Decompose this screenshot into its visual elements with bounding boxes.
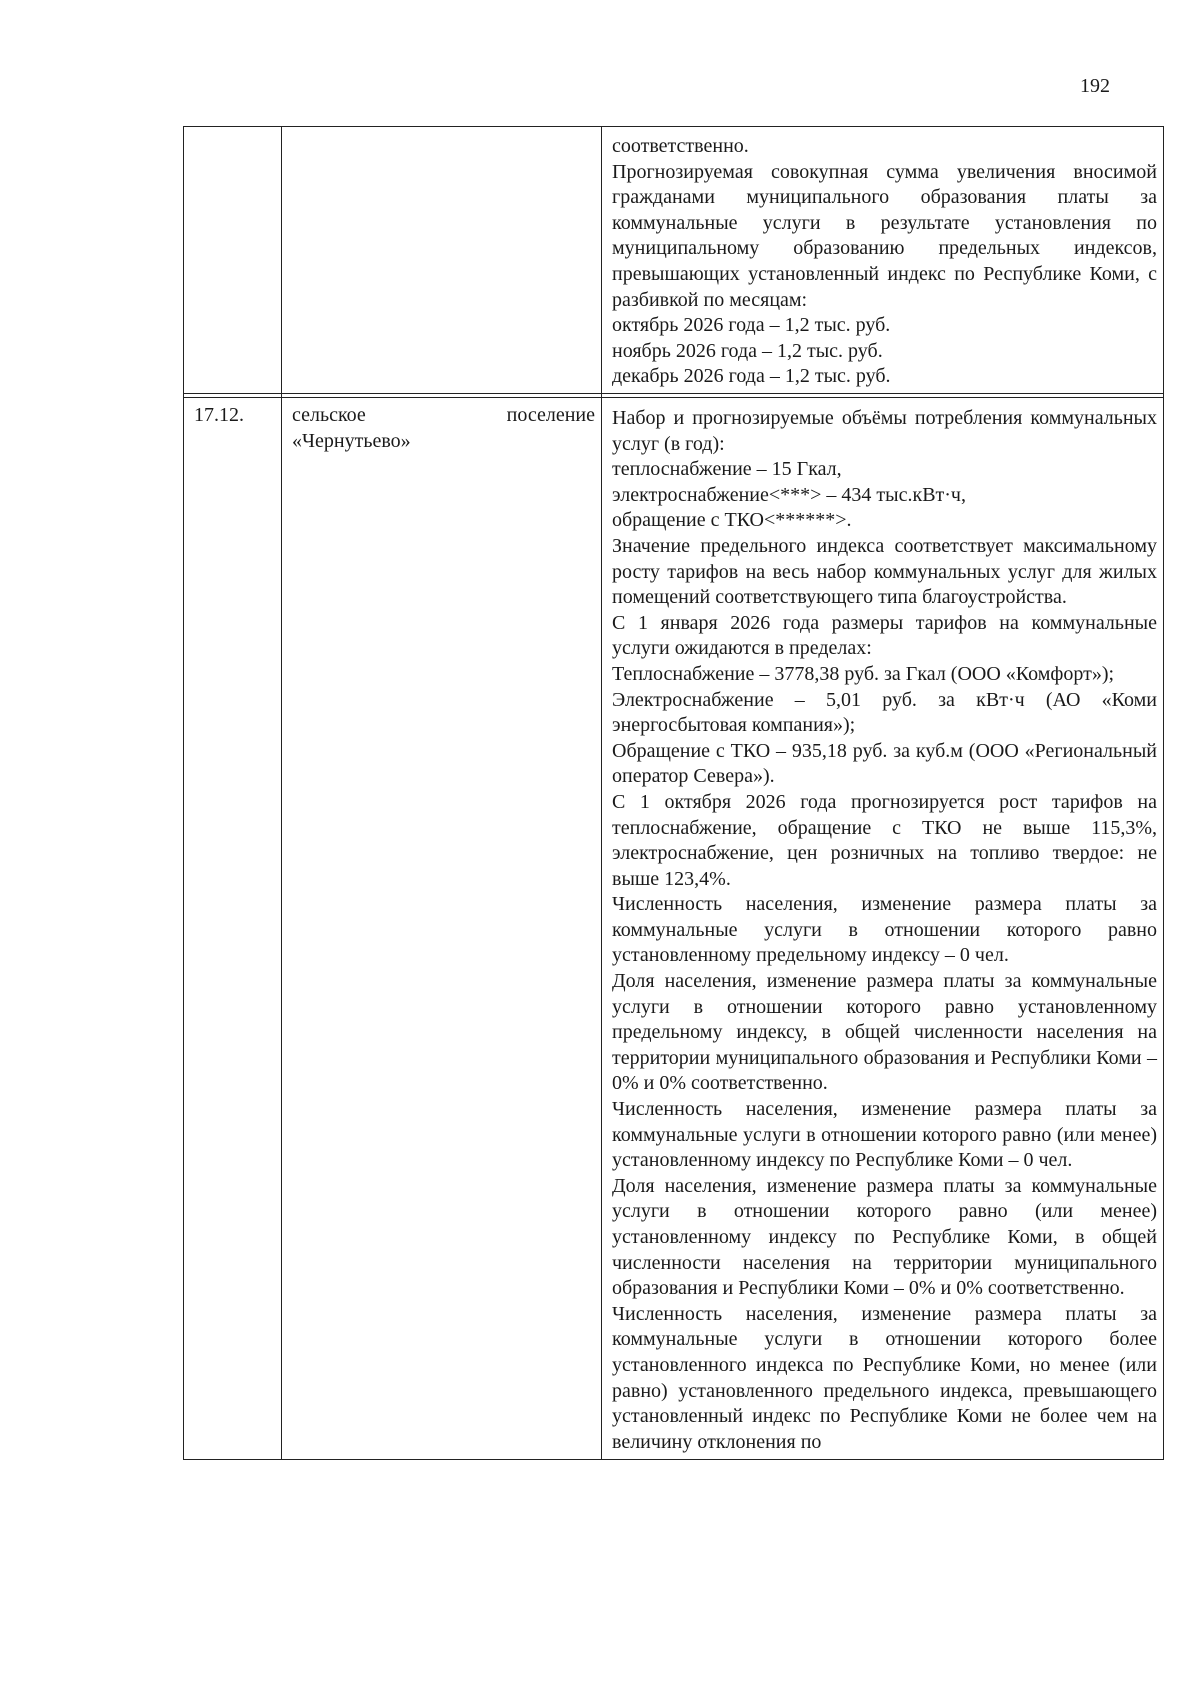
paragraph: соответственно. [612,135,749,157]
paragraph: С 1 января 2026 года размеры тарифов на коммунальные услуги ожидаются в пределах: [612,611,1157,660]
municipality-cell [282,127,602,394]
paragraph: Значение предельного индекса соответствует максимальному росту тарифов на весь набор коммунальных услуг для жилых помещений соответствующего типа благоустройства. [612,534,1157,609]
paragraph: Набор и прогнозируемые объёмы потребления коммунальных услуг (в год): [612,407,1157,455]
paragraph: Численность населения, изменение размера платы за коммунальные услуги в отношении которого более установленного индекса по Республике Коми, но менее (или равно) установленного предельного индекса, превышающего установленный индекс по Республике Коми не более чем на величину отклонения по [612,1302,1157,1453]
paragraph: октябрь 2026 года – 1,2 тыс. руб. [612,314,891,337]
municipality-type [292,403,595,429]
paragraph: теплоснабжение – 15 Гкал, [612,458,842,481]
paragraph: Электроснабжение – 5,01 руб. за кВт·ч (АО «Коми энергосбытовая компания»); [612,688,1157,737]
description-cell [602,127,1164,394]
municipality-name: «Чернутьево» [292,429,411,452]
row-number-cell [184,398,282,1460]
paragraph: электроснабжение<***> – 434 тыс.кВт·ч, [612,483,966,506]
municipality-type-word: сельское [292,404,366,426]
paragraph: ноябрь 2026 года – 1,2 тыс. руб. [612,339,883,362]
paragraph: декабрь 2026 года – 1,2 тыс. руб. [612,365,891,388]
paragraph: Прогнозируемая совокупная сумма увеличения вносимой гражданами муниципального образования платы за коммунальные услуги в результате установления по муниципальному образованию предельных индексов, превышающих установленный индекс по Республике Коми, с разбивкой по месяцам: [612,160,1157,311]
table-row [184,398,1164,1460]
table-row [184,127,1164,394]
municipality-cell [282,398,602,1460]
municipality-type-word: поселение [506,404,595,426]
paragraph: обращение с ТКО<******>. [612,509,852,532]
paragraph: Доля населения, изменение размера платы за коммунальные услуги в отношении которого равно установленному предельному индексу, в общей численности населения на территории муниципального образования и Республики Коми – 0% и 0% соответственно. [612,970,1157,1095]
paragraph: Обращение с ТКО – 935,18 руб. за куб.м (ООО «Региональный оператор Севера»). [612,739,1157,788]
page-number: 192 [1080,75,1110,97]
description-cell [602,398,1164,1460]
paragraph: Доля населения, изменение размера платы за коммунальные услуги в отношении которого равно (или менее) установленному индексу по Республике Коми, в общей численности населения на территории муниципального образования и Республики Коми – 0% и 0% соответственно. [612,1174,1157,1300]
row-number: 17.12. [194,404,244,426]
row-number-cell [184,127,282,394]
paragraph: Численность населения, изменение размера платы за коммунальные услуги в отношении которого равно (или менее) установленному индексу по Республике Коми – 0 чел. [612,1098,1157,1172]
paragraph: Численность населения, изменение размера платы за коммунальные услуги в отношении которого равно установленному предельному индексу – 0 чел. [612,893,1157,967]
paragraph: Теплоснабжение – 3778,38 руб. за Гкал (ООО «Комфорт»); [612,662,1115,685]
document-table [183,126,1164,1460]
paragraph: С 1 октября 2026 года прогнозируется рост тарифов на теплоснабжение, обращение с ТКО не выше 115,3%, электроснабжение, цен розничных на топливо твердое: не выше 123,4%. [612,790,1157,890]
